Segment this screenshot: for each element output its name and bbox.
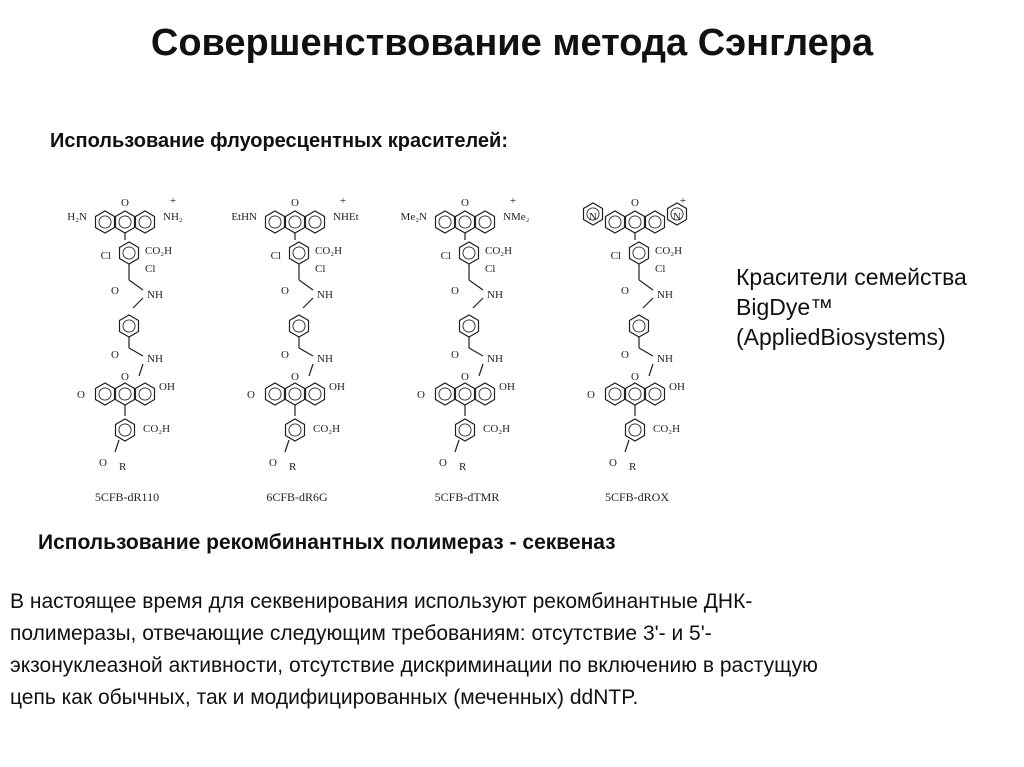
page-title: Совершенствование метода Сэнглера xyxy=(150,22,874,64)
atom-label: + xyxy=(679,195,687,207)
ring-bond xyxy=(606,383,625,405)
atom-label: NH xyxy=(487,353,503,365)
atom-label: R xyxy=(459,461,467,473)
atom-label: Cl xyxy=(270,250,281,262)
description-paragraph xyxy=(10,586,1015,714)
atom-label: O xyxy=(451,285,459,297)
atom-label: NH₂ xyxy=(163,211,183,223)
atom-label: NH xyxy=(657,289,673,301)
ring-bond xyxy=(630,242,649,264)
atom-label: NH xyxy=(487,289,503,301)
ring-bond xyxy=(96,211,115,233)
atom-label: Cl xyxy=(440,250,451,262)
bond xyxy=(309,364,313,376)
dye-structure xyxy=(67,195,183,504)
atom-label: CO₂H xyxy=(143,423,171,435)
ring-bond xyxy=(456,211,475,233)
note-line: (AppliedBiosystems) xyxy=(736,324,946,350)
atom-label: NH xyxy=(147,353,163,365)
bond xyxy=(299,348,313,356)
atom-label: O xyxy=(621,349,629,361)
bond xyxy=(299,280,313,290)
atom-label: R xyxy=(289,461,297,473)
ring-bond xyxy=(266,383,285,405)
ring-bond xyxy=(306,383,325,405)
atom-label: R xyxy=(629,461,637,473)
atom-label: O xyxy=(609,457,617,469)
aromatic-ring xyxy=(459,388,471,400)
bond xyxy=(469,280,483,290)
atom-label: O xyxy=(451,349,459,361)
aromatic-ring xyxy=(609,216,621,228)
atom-label: CO₂H xyxy=(483,423,511,435)
atom-label: Cl xyxy=(100,250,111,262)
bond xyxy=(639,280,653,290)
aromatic-ring xyxy=(293,247,305,259)
ring-bond xyxy=(96,383,115,405)
atom-label: NH xyxy=(317,289,333,301)
ring-bond xyxy=(456,383,475,405)
aromatic-ring xyxy=(629,216,641,228)
bond xyxy=(455,440,459,452)
bond xyxy=(115,440,119,452)
atom-label: 5CFB-dR110 xyxy=(94,490,160,504)
atom-label: O xyxy=(77,389,85,401)
aromatic-ring xyxy=(439,216,451,228)
atom-label: CO₂H xyxy=(313,423,341,435)
aromatic-ring xyxy=(479,388,491,400)
atom-label: CO₂H xyxy=(315,245,343,257)
ring-bond xyxy=(626,419,645,441)
atom-label: O xyxy=(461,197,469,209)
aromatic-ring xyxy=(609,388,621,400)
atom-label: + xyxy=(339,195,347,207)
atom-label: O xyxy=(281,285,289,297)
atom-label: 6CFB-dR6G xyxy=(266,490,328,504)
bond xyxy=(639,348,653,356)
atom-label: O xyxy=(291,371,299,383)
atom-label: O xyxy=(99,457,107,469)
atom-label: + xyxy=(509,195,517,207)
ring-bond xyxy=(136,383,155,405)
atom-label: Cl xyxy=(315,263,326,275)
ring-bond xyxy=(476,383,495,405)
atom-label: + xyxy=(169,195,177,207)
bond xyxy=(479,364,483,376)
paragraph-line: цепь как обычных, так и модифицированных (меченных) ddNTP. xyxy=(10,686,639,709)
atom-label: NMe₂ xyxy=(503,211,530,223)
aromatic-ring xyxy=(649,388,661,400)
atom-label: H₂N xyxy=(67,211,87,223)
aromatic-ring xyxy=(629,388,641,400)
ring-bond xyxy=(116,383,135,405)
bond xyxy=(129,348,143,356)
aromatic-ring xyxy=(289,216,301,228)
atom-label: CO₂H xyxy=(485,245,513,257)
ring-bond xyxy=(290,315,309,337)
atom-label: N xyxy=(673,211,681,223)
bond xyxy=(303,298,313,308)
ring-bond xyxy=(436,211,455,233)
aromatic-ring xyxy=(269,388,281,400)
ring-bond xyxy=(120,315,139,337)
atom-label: O xyxy=(291,197,299,209)
aromatic-ring xyxy=(459,216,471,228)
paragraph-line: В настоящее время для секвенирования используют рекомбинантные ДНК- xyxy=(10,590,753,613)
ring-bond xyxy=(286,383,305,405)
aromatic-ring xyxy=(289,388,301,400)
aromatic-ring xyxy=(123,320,135,332)
bond xyxy=(649,364,653,376)
aromatic-ring xyxy=(139,216,151,228)
atom-label: O xyxy=(621,285,629,297)
aromatic-ring xyxy=(123,247,135,259)
atom-label: Cl xyxy=(485,263,496,275)
ring-bond xyxy=(286,211,305,233)
paragraph-line: экзонуклеазной активности, отсутствие дискриминации по включению в растущую xyxy=(10,654,818,677)
atom-label: O xyxy=(111,285,119,297)
ring-bond xyxy=(646,383,665,405)
ring-bond xyxy=(646,211,665,233)
ring-bond xyxy=(460,242,479,264)
atom-label: CO₂H xyxy=(653,423,681,435)
atom-label: O xyxy=(417,389,425,401)
atom-label: N xyxy=(589,211,597,223)
aromatic-ring xyxy=(463,320,475,332)
aromatic-ring xyxy=(289,424,301,436)
note-line: BigDye™ xyxy=(736,294,834,320)
ring-bond xyxy=(626,211,645,233)
dye-structure xyxy=(584,195,687,504)
atom-label: Me₂N xyxy=(400,211,427,223)
atom-label: NH xyxy=(147,289,163,301)
ring-bond xyxy=(630,315,649,337)
atom-label: O xyxy=(587,389,595,401)
atom-label: R xyxy=(119,461,127,473)
paragraph-line: полимеразы, отвечающие следующим требованиям: отсутствие 3'- и 5'- xyxy=(10,622,712,645)
bond xyxy=(643,298,653,308)
aromatic-ring xyxy=(119,216,131,228)
aromatic-ring xyxy=(119,388,131,400)
ring-bond xyxy=(606,211,625,233)
atom-label: 5CFB-dTMR xyxy=(434,490,500,504)
atom-label: OH xyxy=(329,381,345,393)
atom-label: Cl xyxy=(655,263,666,275)
dye-structure xyxy=(401,195,530,504)
ring-bond xyxy=(136,211,155,233)
atom-label: 5CFB-dROX xyxy=(604,490,670,504)
atom-label: O xyxy=(269,457,277,469)
ring-bond xyxy=(290,242,309,264)
atom-label: O xyxy=(247,389,255,401)
bond xyxy=(139,364,143,376)
atom-label: O xyxy=(281,349,289,361)
atom-label: O xyxy=(121,371,129,383)
aromatic-ring xyxy=(139,388,151,400)
atom-label: O xyxy=(111,349,119,361)
dye-structure xyxy=(231,195,358,504)
note-line: Красители семейства xyxy=(736,264,967,290)
aromatic-ring xyxy=(119,424,131,436)
aromatic-ring xyxy=(293,320,305,332)
bond xyxy=(473,298,483,308)
atom-label: NH xyxy=(657,353,673,365)
aromatic-ring xyxy=(309,388,321,400)
atom-label: Cl xyxy=(145,263,156,275)
aromatic-ring xyxy=(463,247,475,259)
atom-label: NHEt xyxy=(333,211,359,223)
bond xyxy=(133,298,143,308)
aromatic-ring xyxy=(269,216,281,228)
ring-bond xyxy=(436,383,455,405)
atom-label: OH xyxy=(159,381,175,393)
atom-label: OH xyxy=(499,381,515,393)
atom-label: Cl xyxy=(610,250,621,262)
ring-bond xyxy=(286,419,305,441)
atom-label: O xyxy=(631,371,639,383)
aromatic-ring xyxy=(459,424,471,436)
atom-label: O xyxy=(439,457,447,469)
atom-label: O xyxy=(461,371,469,383)
ring-bond xyxy=(306,211,325,233)
atom-label: EtHN xyxy=(231,211,257,223)
ring-bond xyxy=(460,315,479,337)
aromatic-ring xyxy=(633,247,645,259)
atom-label: OH xyxy=(669,381,685,393)
ring-bond xyxy=(120,242,139,264)
atom-label: CO₂H xyxy=(655,245,683,257)
aromatic-ring xyxy=(629,424,641,436)
ring-bond xyxy=(456,419,475,441)
ring-bond xyxy=(116,419,135,441)
atom-label: NH xyxy=(317,353,333,365)
ring-bond xyxy=(476,211,495,233)
bond xyxy=(625,440,629,452)
atom-label: CO₂H xyxy=(145,245,173,257)
atom-label: O xyxy=(121,197,129,209)
aromatic-ring xyxy=(633,320,645,332)
ring-bond xyxy=(626,383,645,405)
aromatic-ring xyxy=(99,388,111,400)
ring-bond xyxy=(116,211,135,233)
section-heading-dyes: Использование флуоресцентных красителей: xyxy=(50,130,508,152)
bond xyxy=(469,348,483,356)
aromatic-ring xyxy=(309,216,321,228)
ring-bond xyxy=(266,211,285,233)
bond xyxy=(129,280,143,290)
aromatic-ring xyxy=(439,388,451,400)
bigdye-note xyxy=(736,262,967,352)
aromatic-ring xyxy=(99,216,111,228)
bond xyxy=(285,440,289,452)
dye-structures-figure xyxy=(60,180,740,515)
aromatic-ring xyxy=(479,216,491,228)
section-heading-polymerases: Использование рекомбинантных полимераз - секвеназ xyxy=(38,531,616,554)
aromatic-ring xyxy=(649,216,661,228)
atom-label: O xyxy=(631,197,639,209)
